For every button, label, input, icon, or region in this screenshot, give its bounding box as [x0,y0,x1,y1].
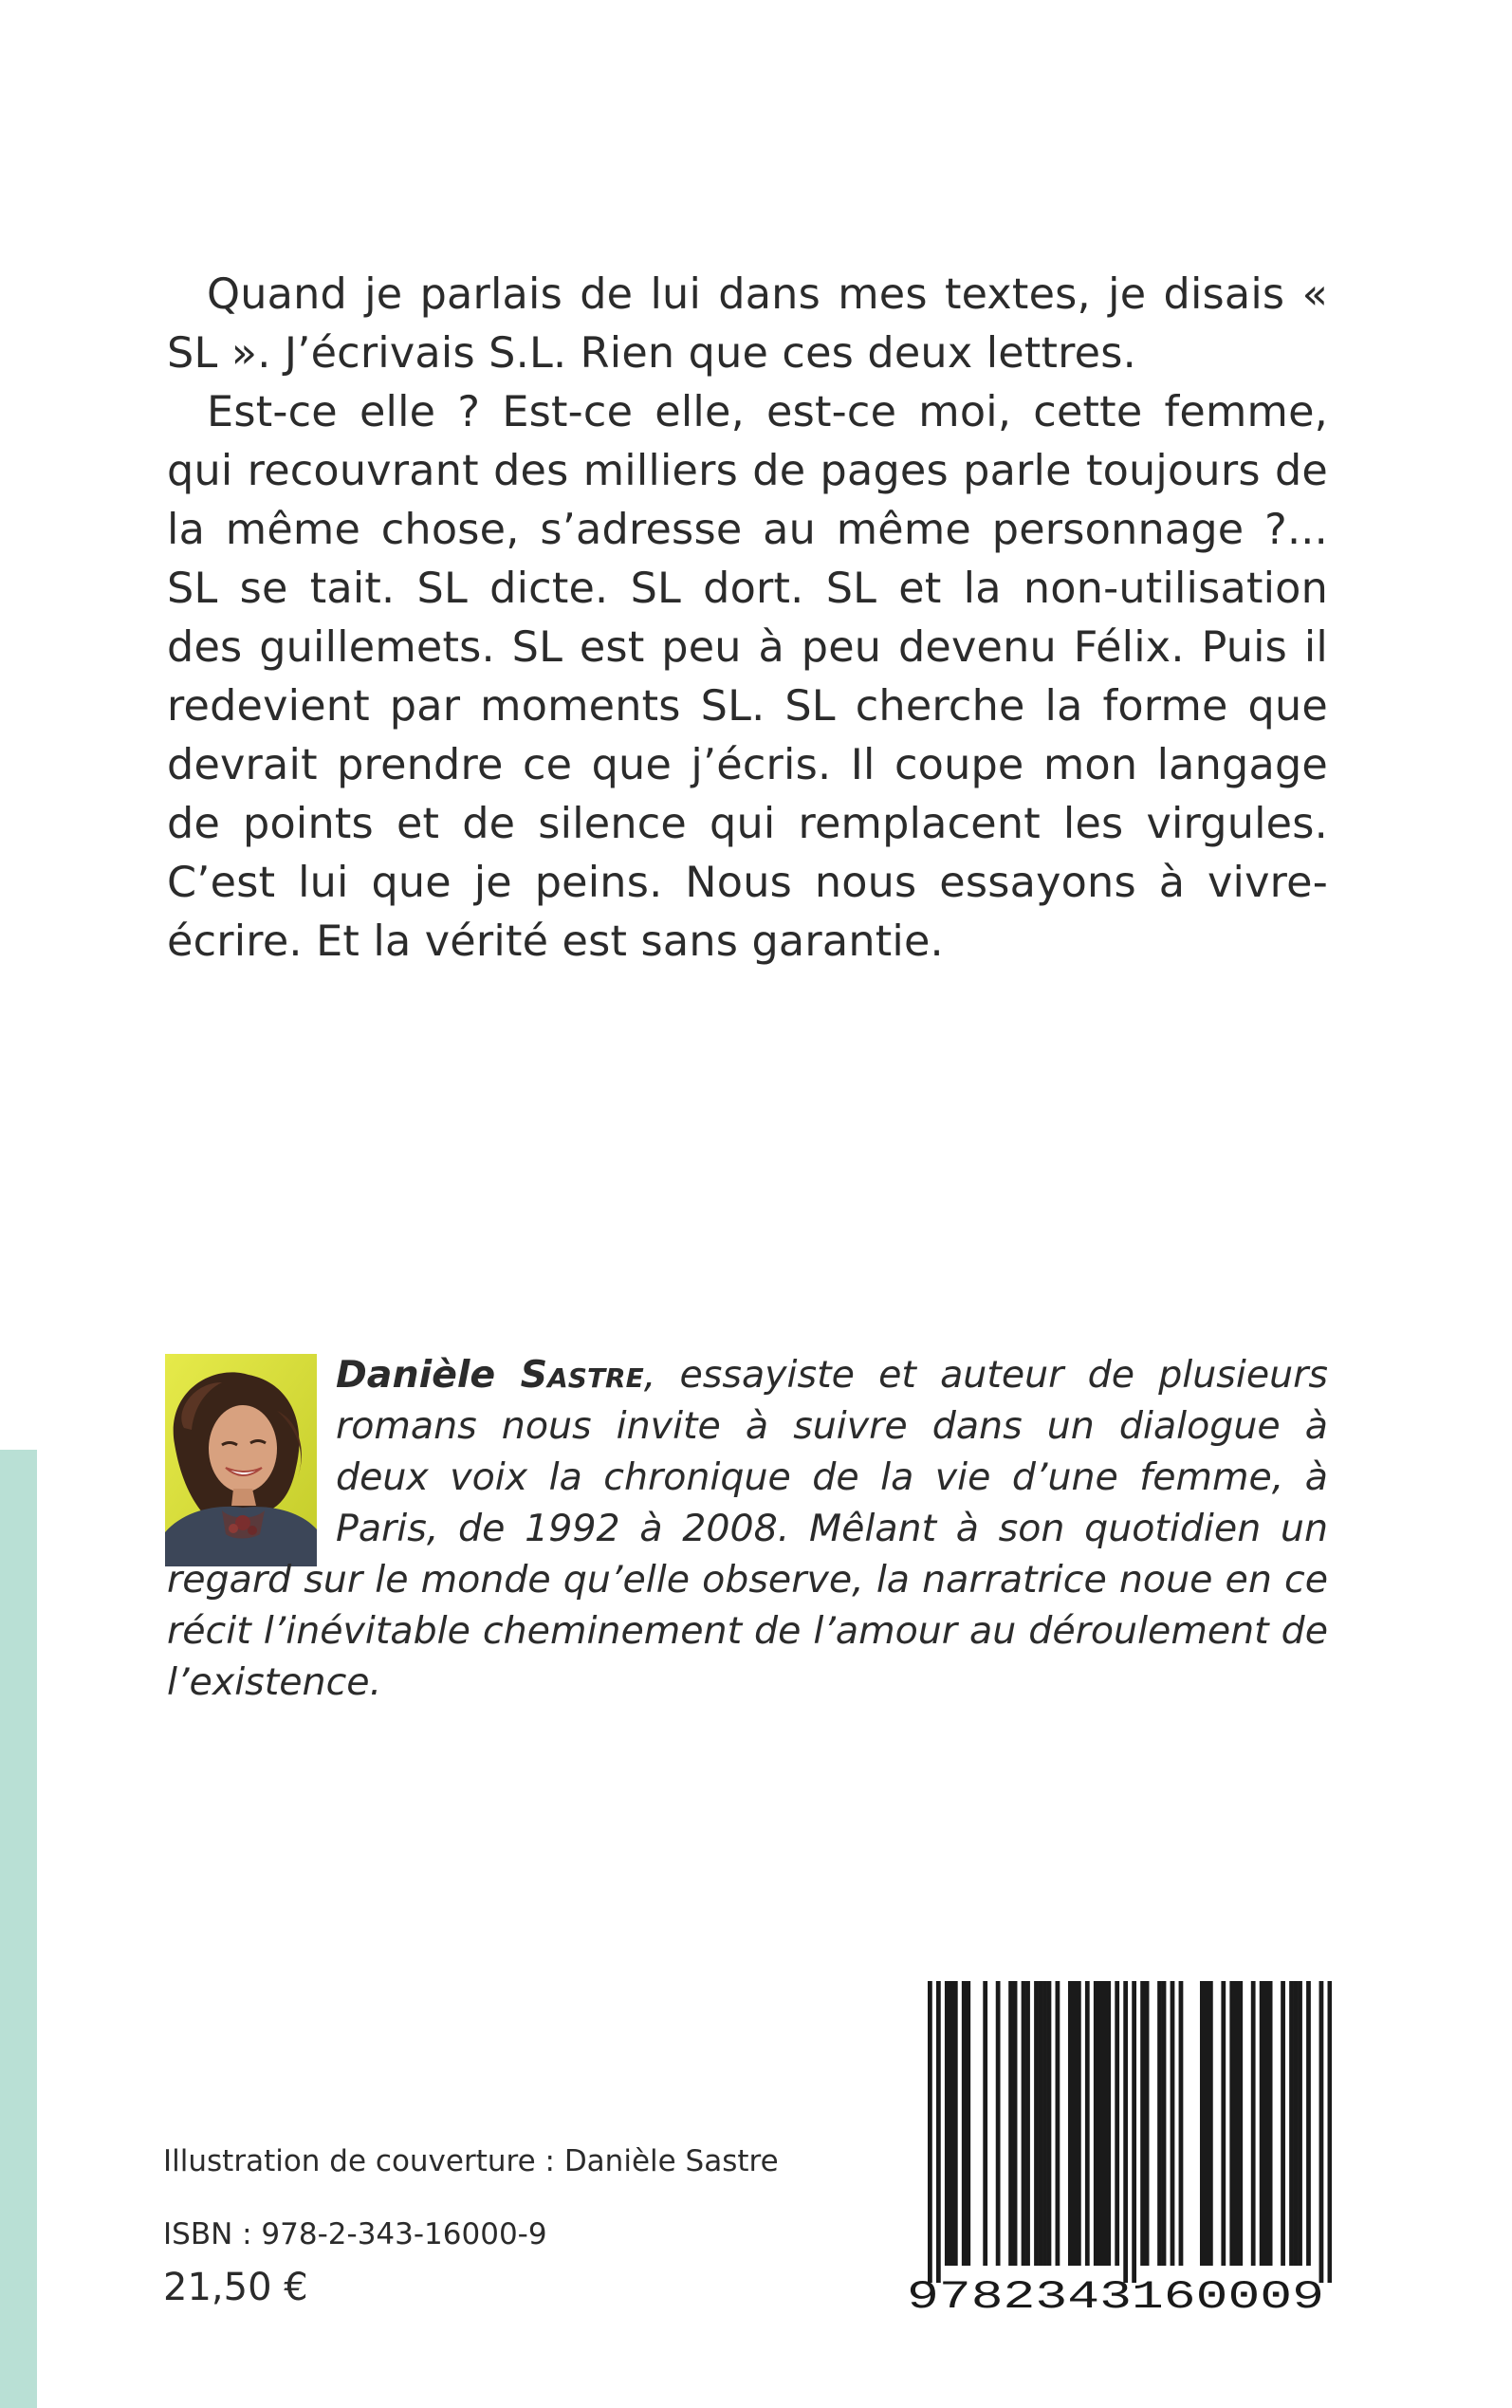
barcode-bar [1022,1981,1026,2266]
barcode-bar [1077,1981,1081,2266]
blurb-paragraph-1: Quand je parlais de lui dans mes textes, je disais « SL ». J’écrivais S.L. Rien que ces deux lettres. [167,270,1328,378]
barcode-bar [1298,1981,1302,2266]
barcode-bar [1085,1981,1090,2266]
barcode-bar [1042,1981,1047,2266]
barcode-bar [1289,1981,1294,2266]
barcode-bar [1056,1981,1060,2266]
barcode-bar [1162,1981,1167,2266]
barcode-bar [1200,1981,1205,2266]
barcode-bar [1328,1981,1332,2283]
barcode-bar [983,1981,987,2266]
author-bio-text: , essayiste et auteur de plusieurs romans nous invite à suivre dans un dialogue à deux voix la chronique de la vie d’une femme, à Paris, de 1992 à 2008. Mêlant à son quotidien un regard sur le monde qu’elle observe, la narratrice noue en ce récit l’inévitable cheminement de l’amour au déroulement de l’existence. [167,1353,1328,1704]
barcode-bar [1106,1981,1111,2266]
barcode-bar [1140,1981,1145,2266]
barcode-bar [1234,1981,1239,2266]
barcode-bar [1008,1981,1013,2266]
barcode-bar [1260,1981,1264,2266]
barcode-bar [1268,1981,1273,2266]
barcode-bar [1179,1981,1184,2266]
barcode-bar [1047,1981,1052,2266]
photo-text-wrap [167,1349,336,1554]
author-name [336,1353,644,1397]
barcode-bar [962,1981,967,2266]
blurb-paragraph-2: Est-ce elle ? Est-ce elle, est-ce moi, cette femme, qui recouvrant des milliers de pages parle toujours de la même chose, s’adresse au même personnage ?... SL se tait. SL dicte. SL dort. SL et la non-utilisation des guillemets. SL est peu à peu devenu Félix. Puis il redevient par moments SL. SL cherche la forme que devrait prendre ce que j’écris. Il coupe mon langage de points et de silence qui remplacent les virgules. C’est lui que je peins. Nous nous essayons à vivre-écrire. Et la vérité est sans garantie. [167,388,1328,966]
barcode-bar [1208,1981,1213,2266]
barcode-bar [1281,1981,1285,2266]
barcode-bar [945,1981,950,2266]
barcode-bar [1319,1981,1324,2283]
barcode-bar [1157,1981,1162,2266]
barcode-bar [1221,1981,1226,2266]
barcode-bar [928,1981,932,2283]
barcode-bar [1034,1981,1039,2266]
barcode-bar [1115,1981,1119,2266]
barcode-bar [1145,1981,1150,2266]
author-first-name: Danièle [336,1353,496,1397]
barcode-bar [953,1981,958,2266]
barcode-bar [1294,1981,1299,2266]
spine-color-band [0,1450,37,2408]
author-last-name: Sastre [520,1353,644,1397]
barcode-bar [1263,1981,1268,2266]
barcode-bar [996,1981,1001,2266]
barcode-bar [1306,1981,1311,2266]
barcode-bar [1204,1981,1208,2266]
barcode-bar [936,1981,941,2283]
barcode-bar [1229,1981,1234,2266]
barcode-bar [1251,1981,1256,2266]
price: 21,50 € [163,2266,308,2309]
barcode-bar [1068,1981,1073,2266]
barcode-bar [966,1981,970,2266]
author-bio [167,1349,1328,1708]
barcode-bar [1039,1981,1043,2266]
barcode-bar [1238,1981,1243,2266]
barcode-bar [949,1981,953,2266]
barcode-bar [1094,1981,1098,2266]
barcode-bar [1072,1981,1077,2266]
barcode-digits: 9782343160009 [907,2274,1324,2320]
barcode-bar [1171,1981,1175,2266]
barcode-bar [1123,1981,1128,2283]
barcode-bar [1097,1981,1102,2266]
barcode-bar [1102,1981,1107,2266]
isbn-barcode [899,1981,1332,2323]
barcode-bar [1013,1981,1018,2266]
barcode-bar [1132,1981,1136,2283]
isbn-text: ISBN : 978-2-343-16000-9 [163,2217,547,2251]
back-cover-blurb [167,266,1328,972]
barcode-bar [1025,1981,1030,2266]
cover-illustration-credit: Illustration de couverture : Danièle Sastre [163,2144,779,2178]
